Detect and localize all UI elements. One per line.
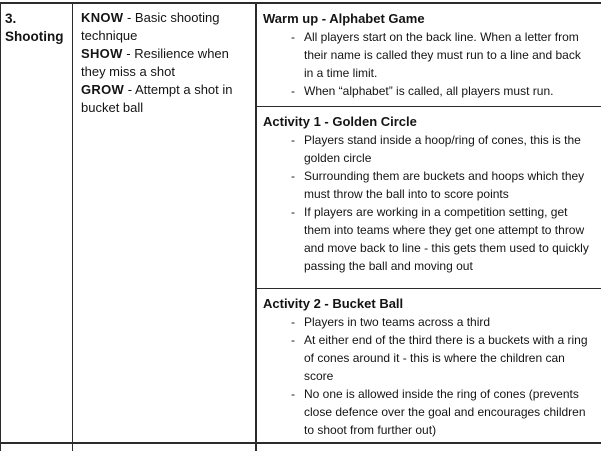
objectives-cell xyxy=(73,4,257,444)
objective-show xyxy=(81,45,249,81)
objective-grow-keyword: GROW xyxy=(81,82,125,97)
section-warm-up xyxy=(257,4,601,107)
activities-cell xyxy=(257,4,601,444)
bullet-item: - Players stand inside a hoop/ring of cones, this is the golden circle xyxy=(304,131,591,167)
next-row-number-cell-stub xyxy=(0,444,73,451)
bullet-item: - Players in two teams across a third xyxy=(304,313,591,331)
section-activity-1 xyxy=(257,107,601,289)
bullet-item: - No one is allowed inside the ring of cones (prevents close defence over the goal and encourages children to shoot from further out) xyxy=(304,385,591,439)
objective-grow xyxy=(81,81,249,117)
bullet-item: - If players are working in a competition setting, get them into teams where they get one attempt to throw and move back to line - this gets them used to quickly passing the ball and moving out xyxy=(304,203,591,275)
activity-1-heading: Activity 1 - Golden Circle xyxy=(263,114,417,129)
section-activity-2 xyxy=(257,289,601,444)
lesson-plan-table xyxy=(0,2,601,451)
objective-show-keyword: SHOW xyxy=(81,46,123,61)
objective-know xyxy=(81,9,249,45)
lesson-number-cell xyxy=(0,4,73,444)
objective-show-text: - Resilience when they miss a shot xyxy=(81,46,229,79)
next-row-activities-cell-stub xyxy=(257,444,601,451)
next-row-objectives-cell-stub xyxy=(73,444,257,451)
objective-know-keyword: KNOW xyxy=(81,10,124,25)
activity-1-bullets xyxy=(263,131,591,275)
bullet-item: - Surrounding them are buckets and hoops which they must throw the ball into to score points xyxy=(304,167,591,203)
lesson-title: Shooting xyxy=(5,29,64,44)
objective-grow-text: - Attempt a shot in bucket ball xyxy=(81,82,233,115)
objective-know-text: - Basic shooting technique xyxy=(81,10,220,43)
warm-up-heading: Warm up - Alphabet Game xyxy=(263,11,425,26)
lesson-number: 3. xyxy=(5,11,17,26)
activity-2-heading: Activity 2 - Bucket Ball xyxy=(263,296,404,311)
bullet-item: - When “alphabet” is called, all players must run. xyxy=(304,82,591,100)
activity-2-bullets xyxy=(263,313,591,439)
bullet-item: - All players start on the back line. When a letter from their name is called they must run to a line and back in a time limit. xyxy=(304,28,591,82)
warm-up-bullets xyxy=(263,28,591,100)
bullet-item: - At either end of the third there is a buckets with a ring of cones around it - this is where the children can score xyxy=(304,331,591,385)
